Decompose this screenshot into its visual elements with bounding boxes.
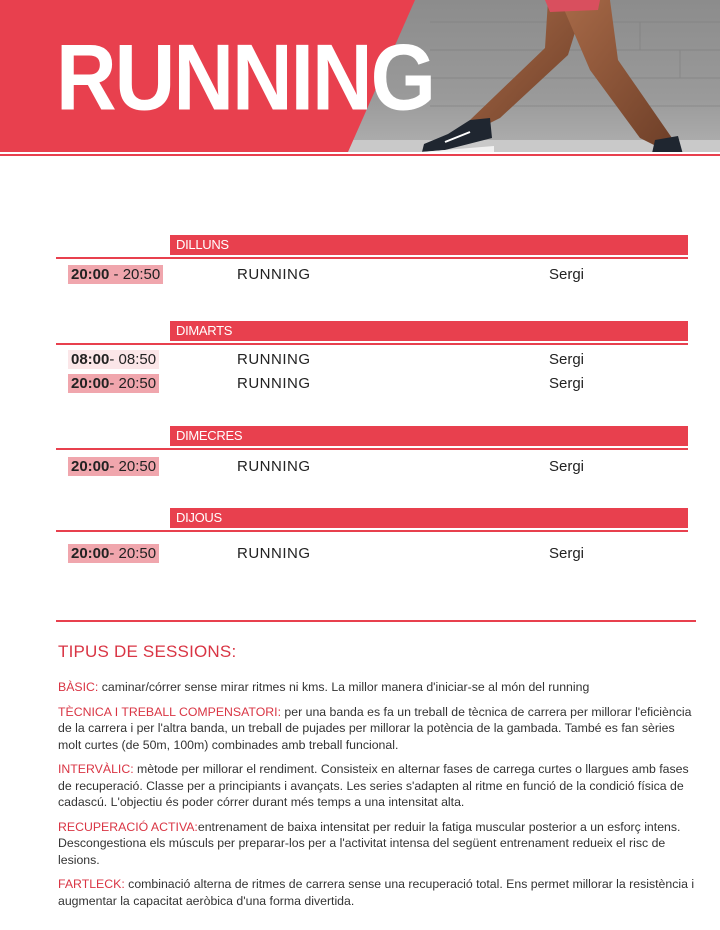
session-term: RECUPERACIÓ ACTIVA: [58,819,198,834]
day-label: DIJOUS [176,510,222,525]
coach-name: Sergi [549,351,585,368]
coach-name: Sergi [549,375,585,392]
session-description [58,679,698,696]
day-divider [56,448,688,450]
session-description [58,761,698,811]
time-slot: 20:00- 20:50 [68,374,159,393]
day-divider [56,257,688,259]
schedule-row [56,350,688,370]
session-term: FARTLECK: [58,877,125,891]
day-divider [56,530,688,532]
time-slot: 08:00- 08:50 [68,350,159,369]
page-title: RUNNING [56,24,434,130]
time-slot: 20:00- 20:50 [68,544,159,563]
activity-name: RUNNING [237,375,311,392]
coach-name: Sergi [549,266,585,283]
day-label: DIMECRES [176,428,243,443]
activity-name: RUNNING [237,545,311,562]
day-label: DILLUNS [176,237,229,252]
session-term: BÀSIC: [58,680,99,694]
session-text: per una banda es fa un treball de tècnica de carrera per millorar l'eficiència de la carrera i per l'altra banda, un treball de pujades per millorar la potència de la gambada. També es fan sèries molt curtes (de 50m, 100m) combinades amb treball funcional. [58,704,692,752]
day-label: DIMARTS [176,323,233,338]
sessions-heading: TIPUS DE SESSIONS: [58,642,237,661]
schedule-row [56,457,688,477]
session-term: TÈCNICA I TREBALL COMPENSATORI: [58,704,281,719]
schedule-row [56,374,688,394]
schedule-row [56,265,688,285]
activity-name: RUNNING [237,266,311,283]
session-description [58,819,698,869]
session-text: combinació alterna de ritmes de carrera sense una recuperació total. Ens permet millorar la resistència i augmentar la capacitat aeròbica d'una forma divertida. [58,877,695,908]
day-header-bar [170,235,688,255]
session-description [58,704,698,754]
session-term: INTERVÀLIC: [58,762,134,776]
day-header-bar [170,321,688,341]
activity-name: RUNNING [237,351,311,368]
coach-name: Sergi [549,545,585,562]
activity-name: RUNNING [237,458,311,475]
session-text: entrenament de baixa intensitat per reduir la fatiga muscular posterior a un esforç intens. Descongestiona els músculs per preparar-los per a l'activitat intensa del següent entrenament redueix el risc de lesions. [58,819,681,867]
day-header-bar [170,508,688,528]
day-header-bar [170,426,688,446]
header-banner [0,0,720,164]
time-slot: 20:00 - 20:50 [68,265,163,284]
session-text: caminar/córrer sense mirar ritmes ni kms. La millor manera d'iniciar-se al món del running [98,680,590,694]
time-slot: 20:00- 20:50 [68,457,159,476]
session-text: mètode per millorar el rendiment. Consisteix en alternar fases de carrega curtes o llargues amb fases de recuperació. Classe per a principiants i avançats. Les series s'adapten al ritme en funció de la condició física de cadascú. L'objectiu és poder córrer durant més temps a una intensitat alta. [58,762,689,809]
session-types [58,642,698,917]
coach-name: Sergi [549,458,585,475]
session-description [58,876,698,909]
day-divider [56,343,688,345]
schedule-row [56,544,688,564]
section-divider [56,620,696,622]
